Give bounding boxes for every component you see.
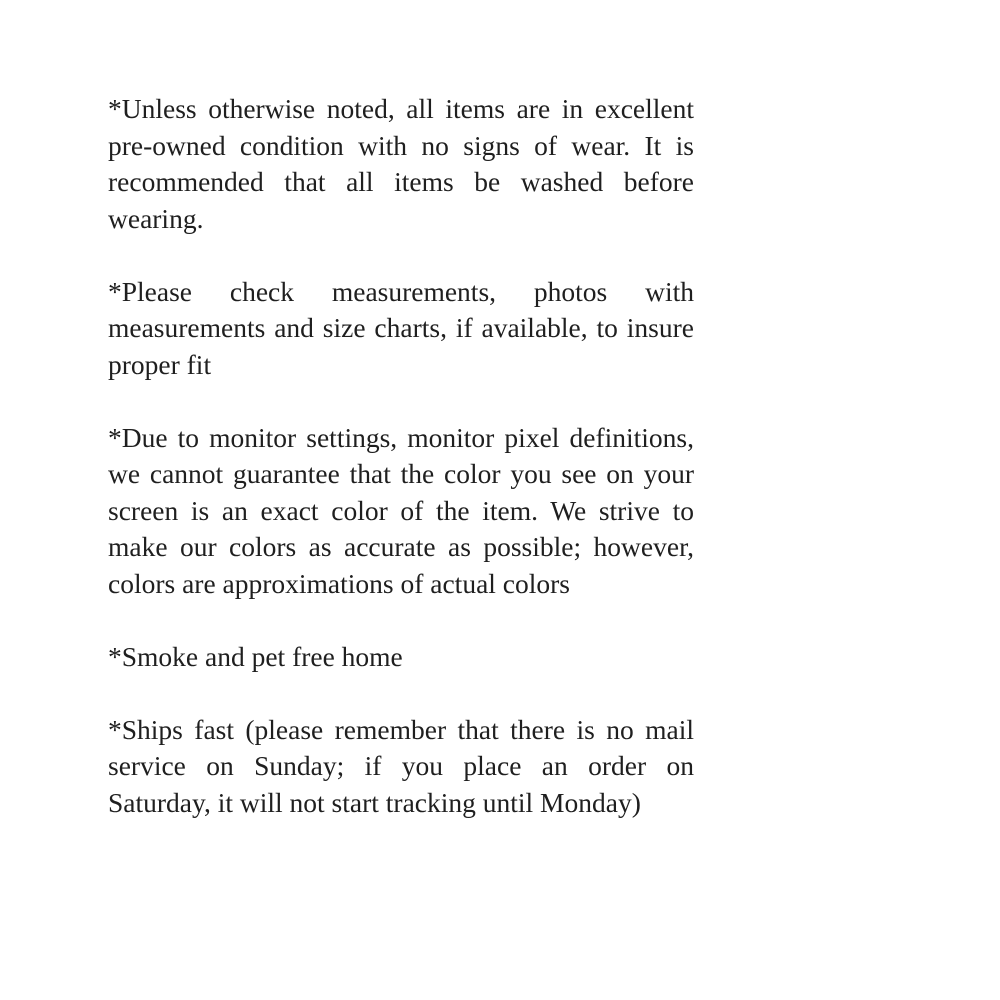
note-shipping: *Ships fast (please remember that there is no mail service on Sunday; if you place an order on Saturday, it will not start tracking until Monday) (108, 713, 694, 818)
note-measurements: *Please check measurements, photos with measurements and size charts, if available, to insure proper fit (108, 275, 694, 380)
note-smoke-pet-free: *Smoke and pet free home (108, 640, 403, 672)
listing-notes (108, 91, 694, 821)
note-condition: *Unless otherwise noted, all items are in excellent pre-owned condition with no signs of wear. It is recommended that all items be washed before wearing. (108, 93, 694, 234)
note-color-disclaimer: *Due to monitor settings, monitor pixel definitions, we cannot guarantee that the color you see on your screen is an exact color of the item. We strive to make our colors as accurate as possible; however, colors are approximations of actual colors (108, 421, 694, 599)
